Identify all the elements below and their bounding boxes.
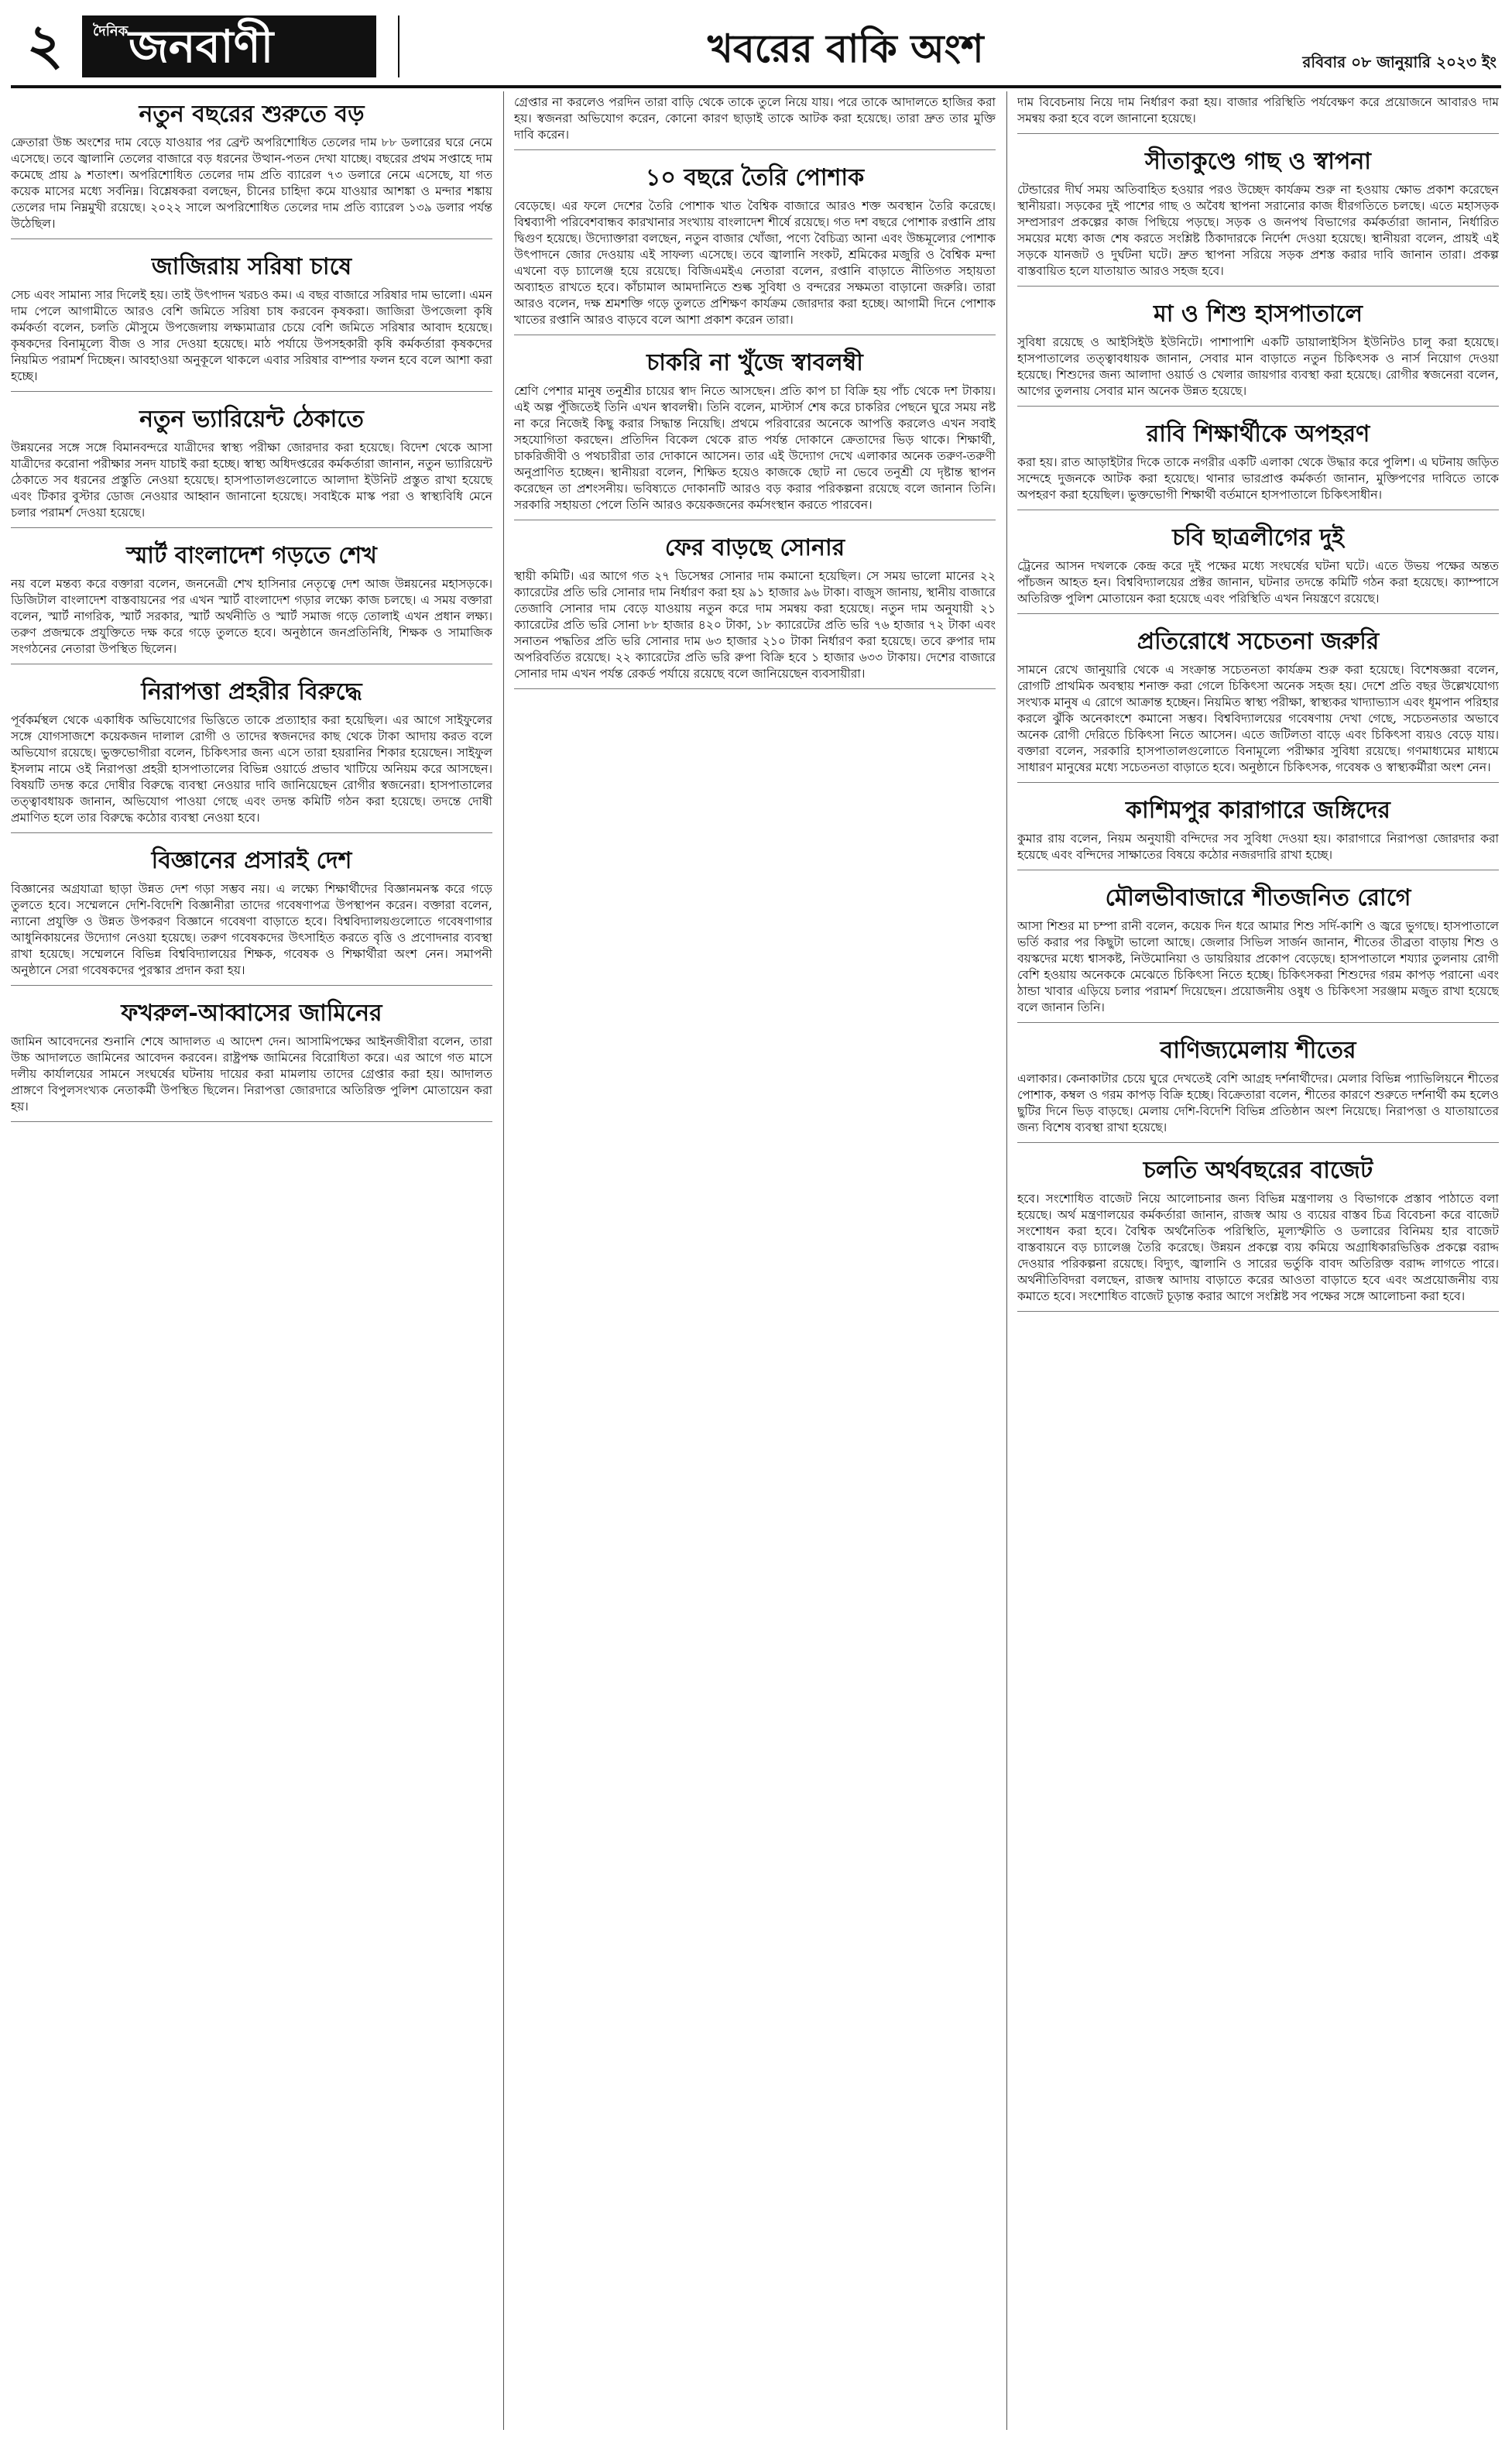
article-headline: কাশিমপুর কারাগারে জঙ্গিদের [1126,797,1390,824]
article-headline: স্মার্ট বাংলাদেশ গড়তে শেখ [126,542,377,569]
article-body: সুবিধা রয়েছে ও আইসিইউ ইউনিটে। পাশাপাশি একটি ডায়ালাইসিস ইউনিটও চালু করা হয়েছে। হাসপাতালের তত্ত্বাবধায়ক জানান, সেবার মান বাড়াতে নতুন চিকিৎসক ও নার্স নিয়োগ দেওয়া হয়েছে। শিশুদের জন্য আলাদা ওয়ার্ড ও খেলার জায়গার ব্যবস্থা করা হয়েছে। রোগীর স্বজনেরা বলেন, আগের তুলনায় সেবার মান অনেক উন্নত হয়েছে। [1017,335,1499,398]
news-article [1017,139,1499,287]
article-headline: জাজিরায় সরিষা চাষে [151,253,352,280]
article-headline: ১০ বছরে তৈরি পোশাক [645,164,865,191]
article-body: আসা শিশুর মা চম্পা রানী বলেন, কয়েক দিন ধরে আমার শিশু সর্দি-কাশি ও জ্বরে ভুগছে। হাসপাতালে ভর্তি করার পর কিছুটা ভালো আছে। জেলার সিভিল সার্জন জানান, শীতের তীব্রতা বাড়ায় শিশু ও বয়স্কদের মধ্যে শ্বাসকষ্ট, নিউমোনিয়া ও ডায়রিয়ার প্রকোপ বেড়েছে। হাসপাতালে শয্যার তুলনায় রোগী বেশি হওয়ায় অনেককে মেঝেতে চিকিৎসা নিতে হচ্ছে। চিকিৎসকরা শিশুদের গরম কাপড় পরানো এবং ঠান্ডা খাবার এড়িয়ে চলার পরামর্শ দিয়েছেন। প্রয়োজনীয় ওষুধ ও চিকিৎসা সরঞ্জাম মজুত রাখা হয়েছে বলে জানান তিনি। [1017,919,1499,1014]
article-headline: নতুন ভ্যারিয়েন্ট ঠেকাতে [139,406,364,433]
article-body: করা হয়। রাত আড়াইটার দিকে তাকে নগরীর একটি এলাকা থেকে উদ্ধার করে পুলিশ। এ ঘটনায় জড়িত সন্দেহে দুজনকে আটক করা হয়েছে। থানার ভারপ্রাপ্ত কর্মকর্তা জানান, মুক্তিপণের দাবিতে তাকে অপহরণ করা হয়েছিল। ভুক্তভোগী শিক্ষার্থী বর্তমানে হাসপাতালে চিকিৎসাধীন। [1017,455,1499,502]
news-article [1017,875,1499,1023]
logo-main-text: জনবাণী [129,20,274,73]
news-article [11,91,492,239]
news-article [1017,788,1499,870]
news-article [1017,619,1499,783]
article-body: কুমার রায় বলেন, নিয়ম অনুযায়ী বন্দিদের সব সুবিধা দেওয়া হয়। কারাগারে নিরাপত্তা জোরদার করা হয়েছে এবং বন্দিদের সাক্ষাতের বিষয়ে কঠোর নজরদারি রাখা হচ্ছে। [1017,832,1499,862]
news-article [11,396,492,528]
article-body: এলাকার। কেনাকাটার চেয়ে ঘুরে দেখতেই বেশি আগ্রহ দর্শনার্থীদের। মেলার বিভিন্ন প্যাভিলিয়নে শীতের পোশাক, কম্বল ও গরম কাপড় বিক্রি হচ্ছে। বিক্রেতারা বলেন, শীতের কারণে শুরুতে দর্শনার্থী কম হলেও ছুটির দিনে ভিড় বাড়ছে। মেলায় দেশি-বিদেশি বিভিন্ন প্রতিষ্ঠান অংশ নিয়েছে। নিরাপত্তা ও যাতায়াতের জন্য বিশেষ ব্যবস্থা রাখা হয়েছে। [1017,1072,1499,1134]
article-headline: চলতি অর্থবছরের বাজেট [1143,1157,1373,1184]
article-body: হবে। সংশোধিত বাজেট নিয়ে আলোচনার জন্য বিভিন্ন মন্ত্রণালয় ও বিভাগকে প্রস্তাব পাঠাতে বলা হয়েছে। অর্থ মন্ত্রণালয়ের কর্মকর্তারা জানান, রাজস্ব আয় ও ব্যয়ের বাস্তব চিত্র বিবেচনা করে বাজেট সংশোধন করা হবে। বৈশ্বিক অর্থনৈতিক পরিস্থিতি, মূল্যস্ফীতি ও ডলারের বিনিময় হার বাজেট বাস্তবায়নে বড় চ্যালেঞ্জ তৈরি করেছে। উন্নয়ন প্রকল্পে ব্যয় কমিয়ে অগ্রাধিকারভিত্তিক প্রকল্পে বরাদ্দ দেওয়ার পরিকল্পনা রয়েছে। বিদ্যুৎ, জ্বালানি ও সারের ভর্তুকি বাবদ অতিরিক্ত বরাদ্দ লাগতে পারে। অর্থনীতিবিদরা বলছেন, রাজস্ব আদায় বাড়াতে করের আওতা বাড়াতে হবে এবং অপ্রয়োজনীয় ব্যয় কমাতে হবে। সংশোধিত বাজেট চূড়ান্ত করার আগে সংশ্লিষ্ট সব পক্ষের সঙ্গে আলোচনা করা হবে। [1017,1192,1499,1303]
article-body: সেচ এবং সামান্য সার দিলেই হয়। তাই উৎপাদন খরচও কম। এ বছর বাজারে সরিষার দাম ভালো। এমন দাম পেলে আগামীতে আরও বেশি জমিতে সরিষা চাষ করবেন কৃষকরা। জাজিরা উপজেলা কৃষি কর্মকর্তা বলেন, চলতি মৌসুমে উপজেলায় লক্ষ্যমাত্রার চেয়ে বেশি জমিতে সরিষার আবাদ হয়েছে। কৃষকদের বিনামূল্যে বীজ ও সার দেওয়া হয়েছে। মাঠ পর্যায়ে উপসহকারী কৃষি কর্মকর্তারা কৃষকদের নিয়মিত পরামর্শ দিচ্ছেন। আবহাওয়া অনুকূলে থাকলে এবার সরিষার বাম্পার ফলন হবে বলে আশা করা হচ্ছে। [11,288,492,383]
news-article [11,990,492,1122]
article-headline: নিরাপত্তা প্রহরীর বিরুদ্ধে [141,678,362,705]
article-headline: সীতাকুণ্ডে গাছ ও স্বাপনা [1145,148,1371,175]
news-article [1017,411,1499,510]
article-body: শ্রেণি পেশার মানুষ তনুশ্রীর চায়ের স্বাদ নিতে আসছেন। প্রতি কাপ চা বিক্রি হয় পাঁচ থেকে দশ টাকায়। এই অল্প পুঁজিতেই তিনি এখন স্বাবলম্বী। তিনি বলেন, মাস্টার্স শেষ করে চাকরির পেছনে ঘুরে সময় নষ্ট না করে নিজেই কিছু করার সিদ্ধান্ত নিয়েছি। প্রথমে পরিবারের অনেকে আপত্তি করলেও এখন সবাই সহযোগিতা করছেন। প্রতিদিন বিকেল থেকে রাত পর্যন্ত দোকানে ক্রেতাদের ভিড় থাকে। শিক্ষার্থী, চাকরিজীবী ও পথচারীরা তার দোকানে আসেন। তার এই উদ্যোগ দেখে এলাকার অনেক তরুণ-তরুণী অনুপ্রাণিত হচ্ছেন। স্থানীয়রা বলেন, শিক্ষিত হয়েও কাজকে ছোট না ভেবে তনুশ্রী যে দৃষ্টান্ত স্থাপন করেছেন তা প্রশংসনীয়। ভবিষ্যতে দোকানটি আরও বড় করার পরিকল্পনা রয়েছে বলে জানান তিনি। সরকারি সহায়তা পেলে তিনি আরও কয়েকজনের কর্মসংস্থান করতে পারবেন। [514,384,996,512]
column-3 [1017,91,1499,2430]
news-article [1017,91,1499,134]
article-body: সামনে রেখে জানুয়ারি থেকে এ সংক্রান্ত সচেতনতা কার্যক্রম শুরু করা হয়েছে। বিশেষজ্ঞরা বলেন, রোগটি প্রাথমিক অবস্থায় শনাক্ত করা গেলে চিকিৎসা অনেক সহজ হয়। দেশে প্রতি বছর উল্লেখযোগ্য সংখ্যক মানুষ এ রোগে আক্রান্ত হচ্ছেন। নিয়মিত স্বাস্থ্য পরীক্ষা, স্বাস্থ্যকর খাদ্যাভ্যাস এবং ধূমপান পরিহার করলে ঝুঁকি অনেকাংশে কমানো সম্ভব। বিশ্ববিদ্যালয়ের গবেষণায় দেখা গেছে, সচেতনতার অভাবে অনেক রোগী দেরিতে চিকিৎসা নিতে আসেন। এতে জটিলতা বাড়ে এবং চিকিৎসা ব্যয়ও বেড়ে যায়। বক্তারা বলেন, সরকারি হাসপাতালগুলোতে বিনামূল্যে পরীক্ষার সুবিধা রয়েছে। গণমাধ্যমের মাধ্যমে সাধারণ মানুষের মধ্যে সচেতনতা বাড়াতে হবে। অনুষ্ঠানে চিকিৎসক, গবেষক ও স্বাস্থ্যকর্মীরা অংশ নেন। [1017,663,1499,774]
article-body: বিজ্ঞানের অগ্রযাত্রা ছাড়া উন্নত দেশ গড়া সম্ভব নয়। এ লক্ষ্যে শিক্ষার্থীদের বিজ্ঞানমনস্ক করে গড়ে তুলতে হবে। সম্মেলনে দেশি-বিদেশি বিজ্ঞানীরা তাদের গবেষণাপত্র উপস্থাপন করেন। বক্তারা বলেন, ন্যানো প্রযুক্তি ও উন্নত উপকরণ বিজ্ঞানে গবেষণা বাড়াতে হবে। বিশ্ববিদ্যালয়গুলোতে গবেষণাগার আধুনিকায়নের উদ্যোগ নেওয়া হয়েছে। তরুণ গবেষকদের উৎসাহিত করতে বৃত্তি ও প্রণোদনার ব্যবস্থা রাখা হয়েছে। সম্মেলনে বিভিন্ন বিশ্ববিদ্যালয়ের শিক্ষক, গবেষক ও শিক্ষার্থীরা অংশ নেন। সমাপনী অনুষ্ঠানে সেরা গবেষকদের পুরস্কার প্রদান করা হয়। [11,882,492,977]
news-article [514,155,996,335]
article-body: টেন্ডারের দীর্ঘ সময় অতিবাহিত হওয়ার পরও উচ্ছেদ কার্যক্রম শুরু না হওয়ায় ক্ষোভ প্রকাশ করেছেন স্থানীয়রা। সড়কের দুই পাশের গাছ ও অবৈধ স্থাপনা সরানোর কাজ ধীরগতিতে চলছে। এতে মহাসড়ক সম্প্রসারণ প্রকল্পের কাজ পিছিয়ে পড়ছে। সড়ক ও জনপথ বিভাগের কর্মকর্তারা জানান, নির্ধারিত সময়ের মধ্যে কাজ শেষ করতে সংশ্লিষ্ট ঠিকাদারকে নির্দেশ দেওয়া হয়েছে। স্থানীয়রা বলেন, প্রায়ই এই সড়কে যানজট ও দুর্ঘটনা ঘটে। দ্রুত স্থাপনা সরিয়ে সড়ক প্রশস্ত করার দাবি জানান তারা। প্রকল্প বাস্তবায়িত হলে যাতায়াত আরও সহজ হবে। [1017,183,1499,278]
article-body: দাম বিবেচনায় নিয়ে দাম নির্ধারণ করা হয়। বাজার পরিস্থিতি পর্যবেক্ষণ করে প্রয়োজনে আবারও দাম সমন্বয় করা হবে বলে জানানো হয়েছে। [1017,95,1499,125]
news-article [11,533,492,664]
article-headline: মৌলভীবাজারে শীতজনিত রোগে [1105,884,1411,911]
column-rule [1006,91,1007,2430]
column-1 [11,91,492,2430]
logo-small-text: দৈনিক [93,23,129,39]
news-article [1017,515,1499,614]
article-headline: বিজ্ঞানের প্রসারই দেশ [151,847,352,874]
article-headline: ফখরুল-আব্বাসের জামিনের [121,1000,382,1027]
page-number: ২ [26,12,63,77]
article-body: গ্রেপ্তার না করলেও পরদিন তারা বাড়ি থেকে তাকে তুলে নিয়ে যায়। পরে তাকে আদালতে হাজির করা হয়। স্বজনরা অভিযোগ করেন, কোনো কারণ ছাড়াই তাকে আটক করা হয়েছে। তারা দ্রুত তার মুক্তি দাবি করেন। [514,95,996,142]
article-headline: চবি ছাত্রলীগের দুই [1172,524,1344,551]
column-rule [503,91,504,2430]
article-headline: রাবি শিক্ষার্থীকে অপহরণ [1146,420,1370,448]
news-article [514,525,996,689]
news-article [11,669,492,833]
article-body: জামিন আবেদনের শুনানি শেষে আদালত এ আদেশ দেন। আসামিপক্ষের আইনজীবীরা বলেন, তারা উচ্চ আদালতে জামিনের আবেদন করবেন। রাষ্ট্রপক্ষ জামিনের বিরোধিতা করে। এর আগে গত মাসে দলীয় কার্যালয়ের সামনে সংঘর্ষের ঘটনায় দায়ের করা মামলায় তাদের গ্রেপ্তার করা হয়। আদালত প্রাঙ্গণে বিপুলসংখ্যক নেতাকর্মী উপস্থিত ছিলেন। নিরাপত্তা জোরদারে অতিরিক্ত পুলিশ মোতায়েন করা হয়। [11,1035,492,1114]
masthead [11,8,1501,88]
article-body: নয় বলে মন্তব্য করে বক্তারা বলেন, জননেত্রী শেখ হাসিনার নেতৃত্বে দেশ আজ উন্নয়নের মহাসড়কে। ডিজিটাল বাংলাদেশ বাস্তবায়নের পর এখন স্মার্ট বাংলাদেশ গড়ার লক্ষ্যে কাজ চলছে। এ সময় বক্তারা বলেন, স্মার্ট নাগরিক, স্মার্ট সরকার, স্মার্ট অর্থনীতি ও স্মার্ট সমাজ গড়ে তোলাই এখন প্রধান লক্ষ্য। তরুণ প্রজন্মকে প্রযুক্তিতে দক্ষ করে গড়ে তুলতে হবে। অনুষ্ঠানে জনপ্রতিনিধি, শিক্ষক ও সামাজিক সংগঠনের নেতারা উপস্থিত ছিলেন। [11,577,492,656]
news-article [514,91,996,150]
news-article [11,244,492,392]
article-headline: নতুন বছরের শুরুতে বড় [139,101,365,128]
column-2 [514,91,996,2430]
article-headline: চাকরি না খুঁজে স্বাবলম্বী [646,349,863,376]
news-article [11,838,492,986]
news-article [1017,1148,1499,1312]
article-body: বেড়েছে। এর ফলে দেশের তৈরি পোশাক খাত বৈশ্বিক বাজারে আরও শক্ত অবস্থান তৈরি করেছে। বিশ্বব্যাপী পরিবেশবান্ধব কারখানার সংখ্যায় বাংলাদেশ শীর্ষে রয়েছে। গত দশ বছরে পোশাক রপ্তানি প্রায় দ্বিগুণ হয়েছে। উদ্যোক্তারা বলছেন, নতুন বাজার খোঁজা, পণ্যে বৈচিত্র্য আনা এবং উচ্চমূল্যের পোশাক উৎপাদনে জোর দেওয়ায় এই সাফল্য এসেছে। তবে জ্বালানি সংকট, শ্রমিকের মজুরি ও বৈশ্বিক মন্দা এখনো বড় চ্যালেঞ্জ হয়ে রয়েছে। বিজিএমইএ নেতারা বলেন, রপ্তানি বাড়াতে নীতিগত সহায়তা অব্যাহত রাখতে হবে। কাঁচামাল আমদানিতে শুল্ক সুবিধা ও বন্দরের সক্ষমতা বাড়ানো জরুরি। তারা আরও বলেন, দক্ষ শ্রমশক্তি গড়ে তুলতে প্রশিক্ষণ কার্যক্রম জোরদার করা হচ্ছে। আগামী দিনে পোশাক খাতের রপ্তানি আরও বাড়বে বলে আশা প্রকাশ করেন তারা। [514,199,996,327]
article-body: উন্নয়নের সঙ্গে সঙ্গে বিমানবন্দরে যাত্রীদের স্বাস্থ্য পরীক্ষা জোরদার করা হয়েছে। বিদেশ থেকে আসা যাত্রীদের করোনা পরীক্ষার সনদ যাচাই করা হচ্ছে। স্বাস্থ্য অধিদপ্তরের কর্মকর্তারা জানান, নতুন ভ্যারিয়েন্ট ঠেকাতে সব ধরনের প্রস্তুতি নেওয়া হয়েছে। হাসপাতালগুলোতে আলাদা ইউনিট প্রস্তুত রাখা হয়েছে এবং টিকার বুস্টার ডোজ নেওয়ার আহ্বান জানানো হয়েছে। সবাইকে মাস্ক পরা ও স্বাস্থ্যবিধি মেনে চলার পরামর্শ দেওয়া হয়েছে। [11,441,492,520]
article-body: পূর্বকর্মস্থল থেকে একাধিক অভিযোগের ভিত্তিতে তাকে প্রত্যাহার করা হয়েছিল। এর আগে সাইফুলের সঙ্গে যোগসাজশে কয়েকজন দালাল রোগী ও তাদের স্বজনদের কাছ থেকে টাকা আদায় করত বলে অভিযোগ রয়েছে। ভুক্তভোগীরা বলেন, চিকিৎসার জন্য এসে তারা হয়রানির শিকার হয়েছেন। সাইফুল ইসলাম নামে ওই নিরাপত্তা প্রহরী হাসপাতালের বিভিন্ন ওয়ার্ডে প্রভাব খাটিয়ে অনিয়ম করে আসছেন। বিষয়টি তদন্ত করে দোষীর বিরুদ্ধে ব্যবস্থা নেওয়ার দাবি জানিয়েছেন রোগীর স্বজনেরা। হাসপাতালের তত্ত্বাবধায়ক জানান, অভিযোগ পাওয়া গেছে এবং তদন্ত কমিটি গঠন করা হয়েছে। তদন্তে দোষী প্রমাণিত হলে তার বিরুদ্ধে কঠোর ব্যবস্থা নেওয়া হবে। [11,713,492,825]
article-body: ট্রেনের আসন দখলকে কেন্দ্র করে দুই পক্ষের মধ্যে সংঘর্ষের ঘটনা ঘটে। এতে উভয় পক্ষের অন্তত পাঁচজন আহত হন। বিশ্ববিদ্যালয়ের প্রক্টর জানান, ঘটনার তদন্তে কমিটি গঠন করা হয়েছে। ক্যাম্পাসে অতিরিক্ত পুলিশ মোতায়েন করা হয়েছে এবং পরিস্থিতি এখন নিয়ন্ত্রণে রয়েছে। [1017,559,1499,606]
masthead-divider [398,15,399,77]
article-headline: মা ও শিশু হাসপাতালে [1154,300,1363,328]
article-headline: প্রতিরোধে সচেতনা জরুরি [1137,628,1380,655]
news-article [514,340,996,520]
issue-date: রবিবার ০৮ জানুয়ারি ২০২৩ ইং [1302,53,1497,71]
news-article [1017,291,1499,407]
section-title: খবরের বাকি অংশ [708,26,984,71]
news-article [1017,1028,1499,1143]
article-headline: ফের বাড়ছে সোনার [664,534,845,561]
article-body: স্থায়ী কমিটি। এর আগে গত ২৭ ডিসেম্বর সোনার দাম কমানো হয়েছিল। সে সময় ভালো মানের ২২ ক্যারেটের প্রতি ভরি সোনার দাম নির্ধারণ করা হয় ৯১ হাজার ৯৬ টাকা। বাজুস জানায়, স্থানীয় বাজারে তেজাবি সোনার দাম বেড়ে যাওয়ায় নতুন করে দাম সমন্বয় করা হয়েছে। নতুন দাম অনুযায়ী ২১ ক্যারেটের প্রতি ভরি সোনা ৮৮ হাজার ৪২০ টাকা, ১৮ ক্যারেটের প্রতি ভরি ৭৬ হাজার ৭২ টাকা এবং সনাতন পদ্ধতির প্রতি ভরি সোনার দাম ৬৩ হাজার ২১০ টাকা নির্ধারণ করা হয়েছে। তবে রুপার দাম অপরিবর্তিত রয়েছে। ২২ ক্যারেটের প্রতি ভরি রুপা বিক্রি হবে ১ হাজার ৬৩৩ টাকায়। দেশের বাজারে সোনার দাম এখন পর্যন্ত রেকর্ড পর্যায়ে রয়েছে বলে জানিয়েছেন ব্যবসায়ীরা। [514,569,996,681]
newspaper-logo [82,15,376,77]
article-headline: বাণিজ্যমেলায় শীতের [1160,1037,1356,1064]
article-body: ক্রেতারা উচ্চ অংশের দাম বেড়ে যাওয়ার পর ব্রেন্ট অপরিশোধিত তেলের দাম ৮৮ ডলারের ঘরে নেমে এসেছে। তবে জ্বালানি তেলের বাজারে বড় ধরনের উত্থান-পতন দেখা যাচ্ছে। বছরের প্রথম সপ্তাহে দাম কমেছে প্রায় ৯ শতাংশ। অপরিশোধিত তেলের দাম প্রতি ব্যারেল ৭৩ ডলারে নেমে এসেছে, যা গত কয়েক মাসের মধ্যে সর্বনিম্ন। বিশ্লেষকরা বলছেন, চীনের চাহিদা কমে যাওয়ার আশঙ্কা ও মন্দার শঙ্কায় তেলের দাম নিম্নমুখী রয়েছে। ২০২২ সালে অপরিশোধিত তেলের দাম প্রতি ব্যারেল ১৩৯ ডলার পর্যন্ত উঠেছিল। [11,136,492,231]
